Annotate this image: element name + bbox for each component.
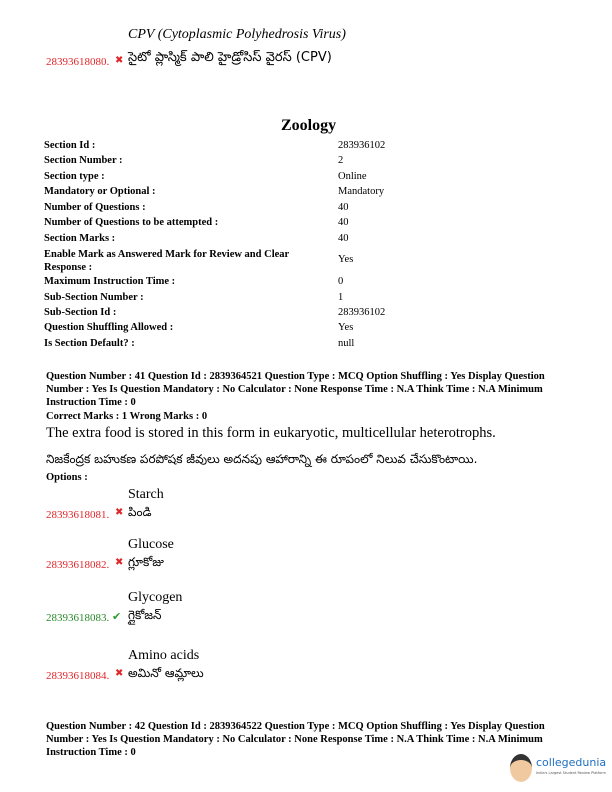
section-row-label: Maximum Instruction Time :: [44, 276, 176, 287]
check-icon: ✔: [112, 611, 122, 623]
option-text-te: అమినో ఆమ్లాలు: [128, 666, 204, 680]
option-id: 28393618081.: [46, 509, 110, 521]
option-text-en: Glycogen: [128, 590, 183, 605]
watermark-brand: collegedunia: [536, 756, 607, 769]
section-row-value: Mandatory: [338, 186, 385, 197]
section-row-value: Online: [338, 171, 367, 182]
section-row-value: 283936102: [338, 307, 386, 318]
question-42-meta: Question Number : 42 Question Id : 2839364522 Question Type : MCQ Option Shuffling : Yes Display Question Number : Yes Is Question Mandatory : No Calculator : None Response Time : N.A Think Time : N.A Minimum Instruction Time : 0: [46, 721, 545, 758]
section-row-label: Sub-Section Id :: [44, 307, 117, 318]
cross-icon: ✖: [115, 507, 124, 518]
question-41-text-en: The extra food is stored in this form in eukaryotic, multicellular heterotrophs.: [46, 425, 496, 441]
mascot-icon: [510, 754, 532, 782]
section-row-label: Section Marks :: [44, 233, 116, 244]
section-row-value: 40: [338, 202, 349, 213]
section-row-label: Is Section Default? :: [44, 338, 135, 349]
options-label: Options :: [46, 472, 88, 483]
section-row-value: 283936102: [338, 140, 386, 151]
watermark-logo: [508, 752, 612, 792]
section-row-label: Number of Questions :: [44, 202, 146, 213]
question-41-marks: Correct Marks : 1 Wrong Marks : 0: [46, 411, 208, 422]
section-row-value: Yes: [338, 254, 354, 265]
section-row-value: 40: [338, 233, 349, 244]
option-text-te: పిండి: [128, 505, 152, 519]
section-row-label: Enable Mark as Answered Mark for Review and Clear Response :: [44, 249, 289, 273]
section-row-value: 40: [338, 217, 349, 228]
section-row-label: Section Id :: [44, 140, 96, 151]
section-row-label: Question Shuffling Allowed :: [44, 322, 174, 333]
question-41-text-te: నిజకేంద్రక బహుకణ పరపోషక జీవులు అదనపు ఆహారాన్ని ఈ రూపంలో నిలువ చేసుకొంటాయి.: [46, 452, 478, 466]
option-text-en: Glucose: [128, 537, 174, 552]
section-row-value: 1: [338, 292, 344, 303]
cross-icon: ✖: [115, 557, 124, 568]
option-text-te: గ్లూకోజు: [128, 555, 164, 569]
option-text-en: Amino acids: [128, 648, 200, 663]
section-row-label: Mandatory or Optional :: [44, 186, 156, 197]
option-id: 28393618084.: [46, 670, 110, 682]
prev-option-english: CPV (Cytoplasmic Polyhedrosis Virus): [128, 27, 346, 42]
option-id: 28393618083.: [46, 612, 110, 624]
section-row-label: Section type :: [44, 171, 105, 182]
watermark-tagline: India's Largest Student Review Platform: [536, 771, 606, 775]
section-title: Zoology: [281, 117, 337, 134]
option-text-te: గ్లైకోజన్: [128, 608, 162, 622]
section-row-value: 2: [338, 155, 344, 166]
prev-option-id: 28393618080.: [46, 56, 110, 68]
section-row-label: Section Number :: [44, 155, 123, 166]
option-text-en: Starch: [128, 487, 164, 502]
section-row-value: 0: [338, 276, 344, 287]
section-row-value: Yes: [338, 322, 354, 333]
section-row-label: Sub-Section Number :: [44, 292, 144, 303]
section-row-label: Number of Questions to be attempted :: [44, 217, 219, 228]
option-id: 28393618082.: [46, 559, 110, 571]
section-row-value: null: [338, 338, 355, 349]
prev-option-telugu: సైటో ప్లాస్మిక్ పాలి హైడ్రోసిస్ వైరస్ (CPV): [128, 50, 332, 65]
question-41-meta: Question Number : 41 Question Id : 2839364521 Question Type : MCQ Option Shuffling : Yes Display Question Number : Yes Is Question Mandatory : No Calculator : None Response Time : N.A Think Time : N.A Minimum Instruction Time : 0: [46, 371, 545, 408]
cross-icon: ✖: [115, 668, 124, 679]
cross-icon: ✖: [115, 55, 124, 66]
